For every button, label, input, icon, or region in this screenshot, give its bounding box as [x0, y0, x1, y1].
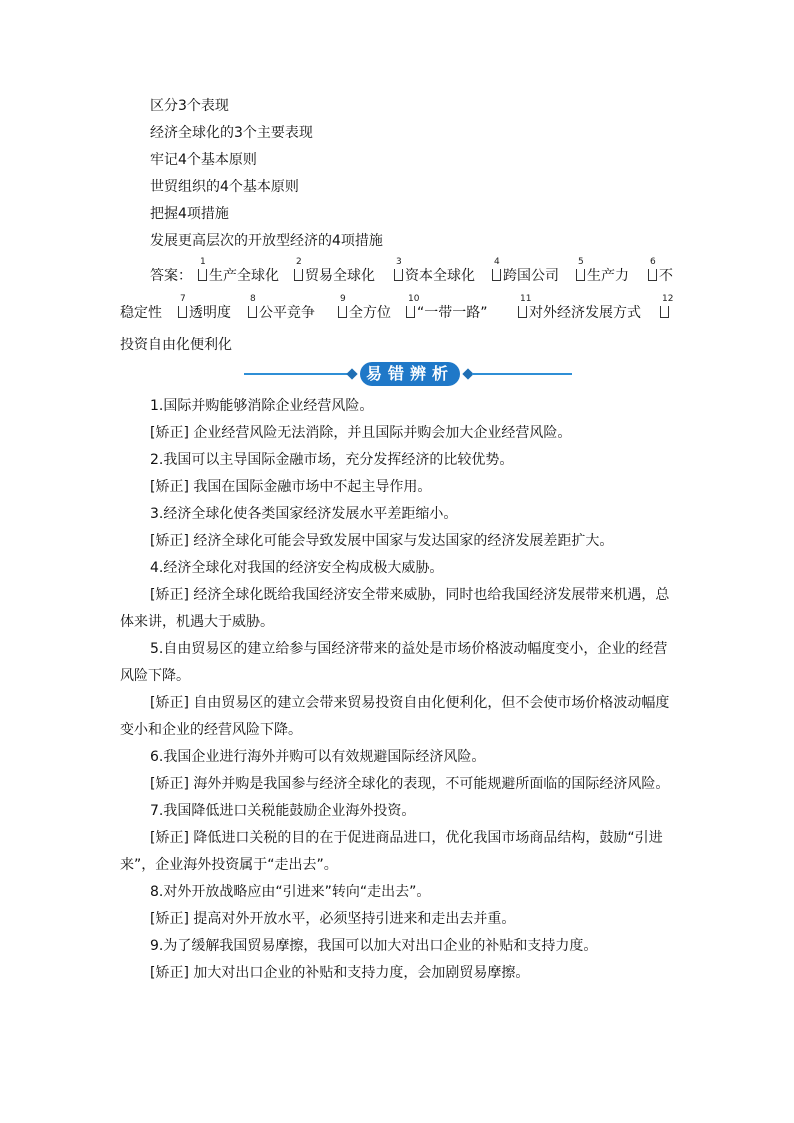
diamond-icon: [346, 368, 357, 379]
correction-text: [矫正] 企业经营风险无法消除，并且国际并购会加大企业经营风险。: [150, 425, 572, 441]
summary-line: 经济全球化的3个主要表现: [150, 125, 313, 141]
answer-text: 资本全球化: [405, 268, 475, 284]
section-header: [244, 360, 572, 388]
answer-text: 贸易全球化: [305, 268, 375, 284]
summary-line: 世贸组织的4个基本原则: [150, 179, 299, 195]
answer-number: 1: [200, 257, 206, 267]
answer-item: [660, 294, 674, 323]
question-text: 5.自由贸易区的建立给参与国经济带来的益处是市场价格波动幅度变小，企业的经营: [150, 641, 668, 657]
question-text: 6.我国企业进行海外并购可以有效规避国际经济风险。: [150, 749, 486, 765]
answer-box-icon: [178, 306, 187, 318]
summary-line: 发展更高层次的开放型经济的4项措施: [150, 233, 383, 249]
answer-text: 不: [659, 268, 673, 284]
answer-number: 10: [408, 294, 420, 304]
question-text: 9.为了缓解我国贸易摩擦，我国可以加大对出口企业的补贴和支持力度。: [150, 938, 598, 954]
answer-item: [394, 257, 475, 286]
answer-box-icon: [648, 269, 657, 281]
answer-box-icon: [576, 269, 585, 281]
answer-item: [406, 294, 488, 323]
answer-box-icon: [248, 306, 257, 318]
answer-item: [294, 257, 375, 286]
divider: [472, 373, 572, 375]
divider: [244, 373, 350, 375]
answer-item: [338, 294, 391, 323]
correction-text: 变小和企业的经营风险下降。: [120, 722, 302, 738]
answer-box-icon: [394, 269, 403, 281]
answer-item: [198, 257, 279, 286]
section-title: 易错辨析: [360, 362, 460, 386]
correction-text: [矫正] 加大对出口企业的补贴和支持力度，会加剧贸易摩擦。: [150, 965, 530, 981]
question-text: 8.对外开放战略应由“引进来”转向“走出去”。: [150, 884, 431, 900]
answer-number: 7: [180, 294, 186, 304]
correction-text: [矫正] 自由贸易区的建立会带来贸易投资自由化便利化，但不会使市场价格波动幅度: [150, 695, 670, 711]
answer-number: 9: [340, 294, 346, 304]
answer-text: 跨国公司: [503, 268, 559, 284]
question-text: 7.我国降低进口关税能鼓励企业海外投资。: [150, 803, 416, 819]
answer-text: 全方位: [349, 305, 391, 321]
correction-text: [矫正] 我国在国际金融市场中不起主导作用。: [150, 479, 432, 495]
answer-box-icon: [338, 306, 347, 318]
answer-item: [248, 294, 315, 323]
answer-item: [648, 257, 673, 286]
answer-box-icon: [198, 269, 207, 281]
answer-text: 生产力: [587, 268, 629, 284]
answer-number: 12: [662, 294, 674, 304]
question-text: 2.我国可以主导国际金融市场，充分发挥经济的比较优势。: [150, 452, 514, 468]
question-text: 3.经济全球化使各类国家经济发展水平差距缩小。: [150, 506, 458, 522]
answer-text: 生产全球化: [209, 268, 279, 284]
answer-number: 3: [396, 257, 402, 267]
summary-line: 区分3个表现: [150, 98, 229, 114]
answer-text: 对外经济发展方式: [529, 305, 641, 321]
answer-number: 4: [494, 257, 500, 267]
answer-label: 答案：: [150, 268, 192, 284]
answer-text: 投资自由化便利化: [120, 337, 232, 353]
answer-text: 公平竞争: [259, 305, 315, 321]
answer-number: 8: [250, 294, 256, 304]
summary-line: 把握4项措施: [150, 206, 229, 222]
correction-text: [矫正] 降低进口关税的目的在于促进商品进口，优化我国市场商品结构，鼓励“引进: [150, 830, 663, 846]
correction-text: [矫正] 海外并购是我国参与经济全球化的表现，不可能规避所面临的国际经济风险。: [150, 776, 670, 792]
answer-item: [518, 294, 641, 323]
answer-item: [576, 257, 629, 286]
summary-line: 牢记4个基本原则: [150, 152, 257, 168]
question-text: 风险下降。: [120, 668, 190, 684]
question-text: 4.经济全球化对我国的经济安全构成极大威胁。: [150, 560, 444, 576]
answer-item: [492, 257, 559, 286]
answer-box-icon: [294, 269, 303, 281]
answer-text: 透明度: [189, 305, 231, 321]
answer-number: 6: [650, 257, 656, 267]
answer-text: “一带一路”: [417, 305, 488, 321]
answer-number: 11: [520, 294, 532, 304]
answer-item: [178, 294, 231, 323]
answer-number: 5: [578, 257, 584, 267]
answer-number: 2: [296, 257, 302, 267]
answer-box-icon: [492, 269, 501, 281]
answer-box-icon: [660, 306, 669, 318]
correction-text: [矫正] 经济全球化既给我国经济安全带来威胁，同时也给我国经济发展带来机遇，总: [150, 587, 670, 603]
answer-text: 稳定性: [120, 305, 162, 321]
question-text: 1.国际并购能够消除企业经营风险。: [150, 398, 374, 414]
correction-text: [矫正] 提高对外开放水平，必须坚持引进来和走出去并重。: [150, 911, 516, 927]
correction-text: 来”，企业海外投资属于“走出去”。: [120, 857, 338, 873]
answer-box-icon: [518, 306, 527, 318]
correction-text: 体来讲，机遇大于威胁。: [120, 614, 274, 630]
answer-box-icon: [406, 306, 415, 318]
correction-text: [矫正] 经济全球化可能会导致发展中国家与发达国家的经济发展差距扩大。: [150, 533, 614, 549]
